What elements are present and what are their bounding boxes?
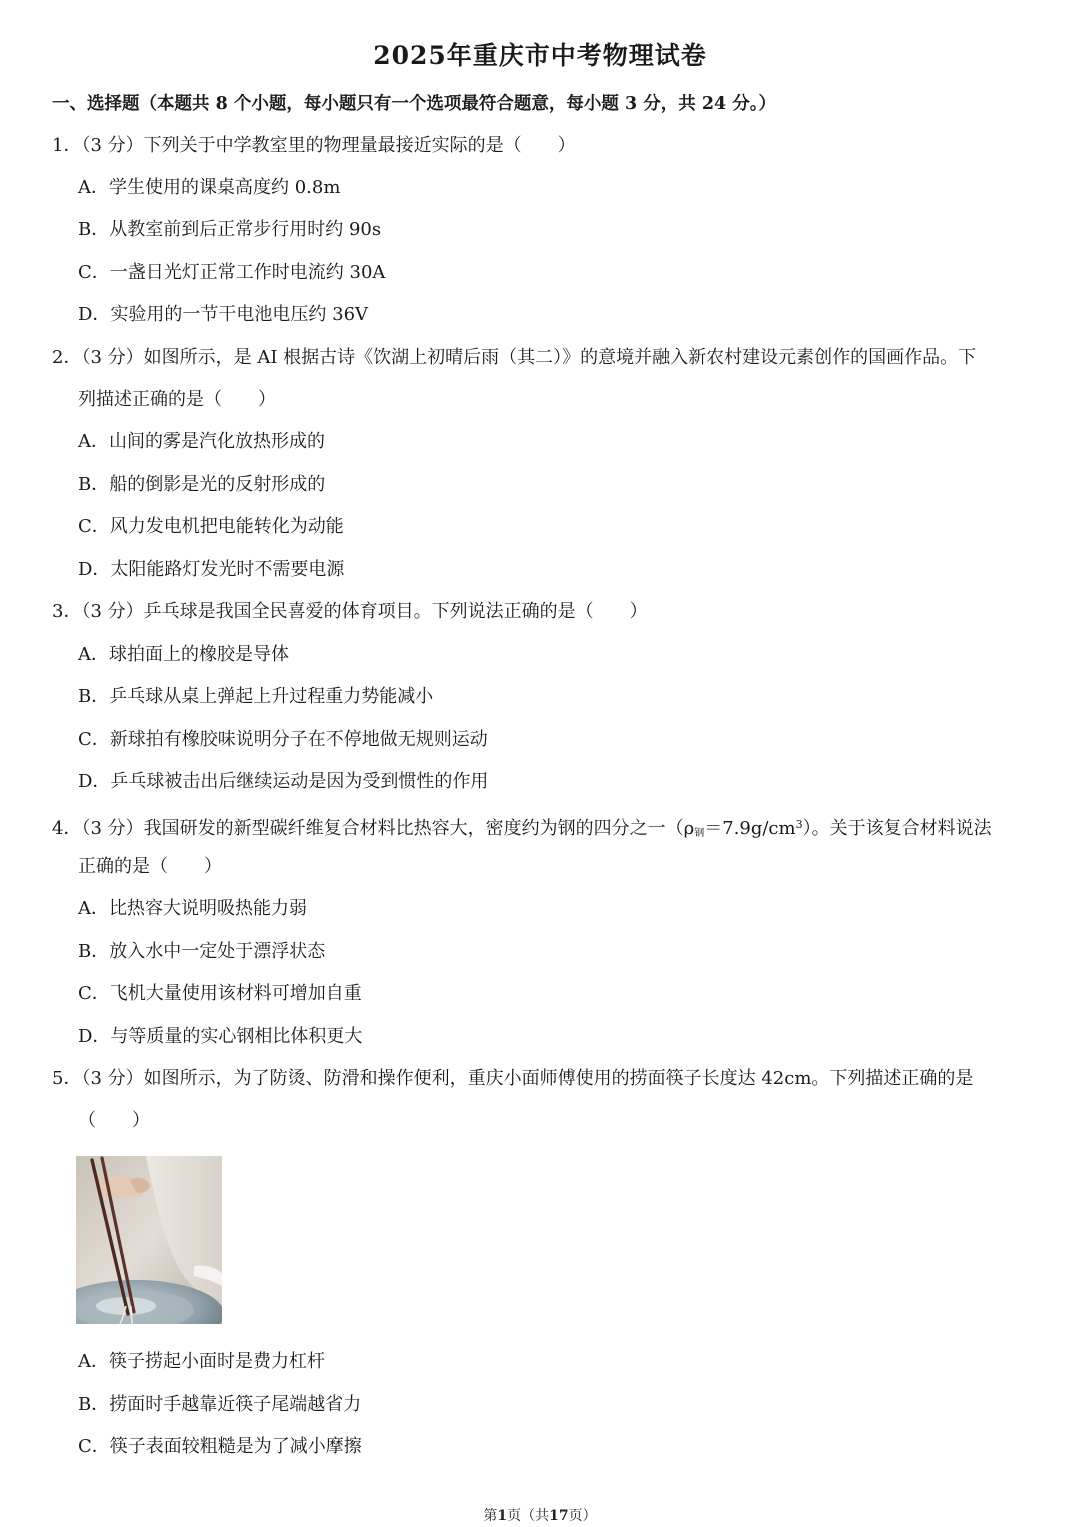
- question-5-option-b: B．捞面时手越靠近筷子尾端越省力: [78, 1394, 362, 1415]
- question-1-option-b: B．从教室前到后正常步行用时约 90s: [78, 219, 382, 240]
- question-3-option-b: B．乒乓球从桌上弹起上升过程重力势能减小: [78, 686, 434, 707]
- question-4-option-c: C．飞机大量使用该材料可增加自重: [78, 983, 362, 1004]
- question-4-option-a: A．比热容大说明吸热能力弱: [78, 898, 307, 919]
- question-1-stem: 1．（3 分）下列关于中学教室里的物理量最接近实际的是（ ）: [52, 135, 576, 156]
- question-5-stem: 5．（3 分）如图所示，为了防烫、防滑和操作便利，重庆小面师傅使用的捞面筷子长度达 42cm。下列描述正确的是: [52, 1068, 974, 1089]
- question-3-option-d: D．乒乓球被击出后继续运动是因为受到惯性的作用: [78, 771, 489, 792]
- question-3-option-a: A．球拍面上的橡胶是导体: [78, 644, 289, 665]
- page-footer: [0, 1505, 1080, 1525]
- question-4-stem-post: ）。关于该复合材料说法: [802, 818, 992, 839]
- question-1-option-d: D．实验用的一节干电池电压约 36V: [78, 304, 369, 325]
- total-pages: 17: [549, 1508, 569, 1524]
- question-5-stem-continued: （ ）: [78, 1110, 150, 1131]
- question-4-option-b: B．放入水中一定处于漂浮状态: [78, 941, 326, 962]
- density-subscript: 钢: [694, 828, 705, 839]
- question-2-option-c: C．风力发电机把电能转化为动能: [78, 516, 344, 537]
- footer-post: 页）: [568, 1508, 597, 1524]
- question-2-option-d: D．太阳能路灯发光时不需要电源: [78, 559, 345, 580]
- page-title: 2025年重庆市中考物理试卷: [373, 41, 707, 70]
- question-4-option-d: D．与等质量的实心钢相比体积更大: [78, 1026, 363, 1047]
- question-4-stem-pre: 4．（3 分）我国研发的新型碳纤维复合材料比热容大，密度约为钢的四分之一（ρ: [52, 818, 695, 839]
- question-2-option-a: A．山间的雾是汽化放热形成的: [78, 431, 325, 452]
- question-2-stem-continued: 列描述正确的是（ ）: [78, 389, 276, 410]
- page-number: 1: [497, 1508, 508, 1524]
- question-4-stem-continued: 正确的是（ ）: [78, 856, 222, 877]
- question-5-option-c: C．筷子表面较粗糙是为了减小摩擦: [78, 1436, 362, 1457]
- question-2-option-b: B．船的倒影是光的反射形成的: [78, 474, 326, 495]
- footer-pre: 第: [483, 1508, 498, 1524]
- question-5-option-a: A．筷子捞起小面时是费力杠杆: [78, 1351, 325, 1372]
- question-1-option-a: A．学生使用的课桌高度约 0.8m: [78, 177, 341, 198]
- question-3-option-c: C．新球拍有橡胶味说明分子在不停地做无规则运动: [78, 729, 488, 750]
- footer-mid: 页（共: [507, 1508, 550, 1524]
- section-heading: 一、选择题（本题共 8 个小题，每小题只有一个选项最符合题意，每小题 3 分，共 24 分。）: [52, 94, 777, 114]
- unit-superscript: 3: [795, 818, 803, 831]
- question-4-stem-mid: ＝7.9g/cm: [704, 818, 796, 839]
- question-4-stem: [52, 813, 992, 846]
- noodle-chopsticks-photo: [76, 1156, 222, 1324]
- question-2-stem: 2．（3 分）如图所示，是 AI 根据古诗《饮湖上初晴后雨（其二）》的意境并融入新农村建设元素创作的国画作品。下: [52, 347, 977, 368]
- question-1-option-c: C．一盏日光灯正常工作时电流约 30A: [78, 262, 386, 283]
- question-3-stem: 3．（3 分）乒乓球是我国全民喜爱的体育项目。下列说法正确的是（ ）: [52, 601, 648, 622]
